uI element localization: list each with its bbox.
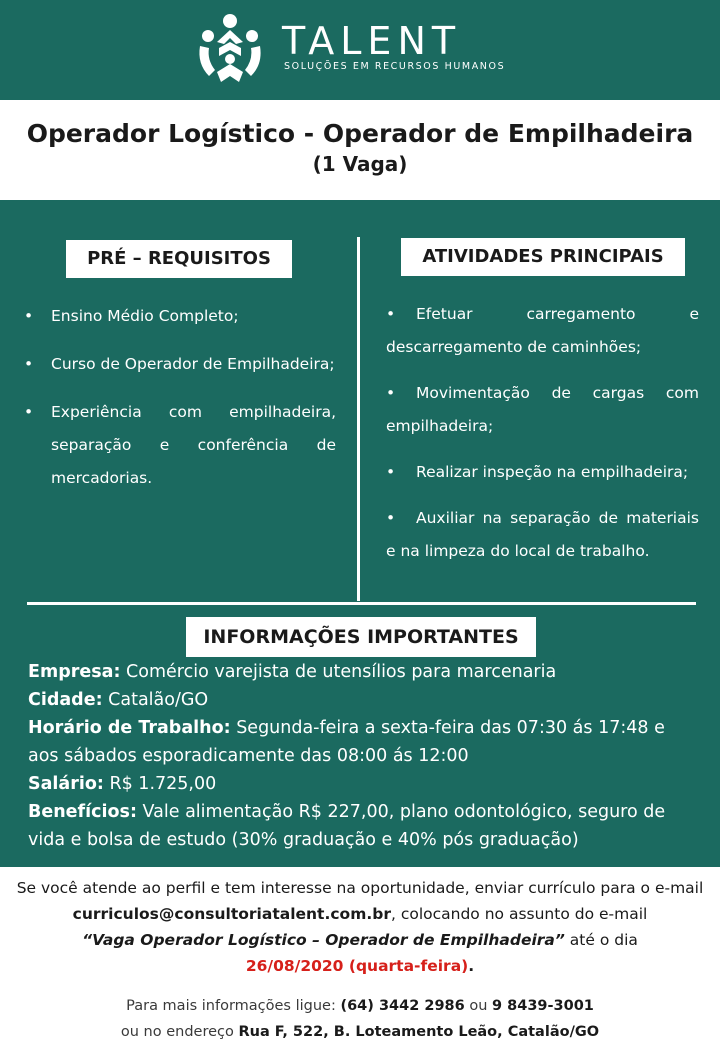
apply-end: . <box>468 957 475 975</box>
salary-row <box>28 770 698 798</box>
benefits-row <box>28 798 698 854</box>
bullet-icon: • <box>386 509 396 527</box>
hours-value: Segunda-feira a sexta-feira das 07:30 ás 17:48 e aos sábados esporadicamente das 08:00 ás 12:00 <box>28 718 665 766</box>
salary-value: R$ 1.725,00 <box>109 774 217 794</box>
company-row <box>28 658 698 686</box>
phone-text: Para mais informações ligue: <box>126 998 341 1014</box>
job-title: Operador Logístico - Operador de Empilhadeira <box>26 119 694 148</box>
bullet-icon: • <box>386 305 396 323</box>
bullet-icon: • <box>386 463 396 481</box>
salary-label: Salário: <box>28 774 104 794</box>
company-value: Comércio varejista de utensílios para marcenaria <box>126 662 557 682</box>
address-text: ou no endereço <box>120 1024 239 1040</box>
requirement-item: • Curso de Operador de Empilhadeira; <box>24 348 336 381</box>
activity-text: Auxiliar na separação de materiais e na limpeza do local de trabalho. <box>386 509 699 560</box>
activities-heading: ATIVIDADES PRINCIPAIS <box>401 238 685 276</box>
or-text: ou <box>464 998 492 1014</box>
deadline: 26/08/2020 (quarta-feira) <box>245 957 469 975</box>
info-heading: INFORMAÇÕES IMPORTANTES <box>186 617 536 657</box>
people-circle-logo-icon <box>195 12 265 84</box>
activities-list <box>386 298 699 581</box>
hours-row <box>28 714 698 770</box>
brand-name: TALENT <box>282 19 462 63</box>
requirement-item: • Experiência com empilhadeira, separação e conferência de mercadorias. <box>24 396 336 495</box>
contact-info <box>0 993 720 1045</box>
requirements-list <box>24 300 336 510</box>
address: Rua F, 522, B. Loteamento Leão, Catalão/GO <box>238 1024 600 1040</box>
job-vacancies: (1 Vaga) <box>312 152 408 176</box>
apply-instructions <box>0 867 720 979</box>
bullet-icon: • <box>386 384 396 402</box>
vertical-divider <box>357 237 360 601</box>
activity-item <box>386 456 699 489</box>
city-value: Catalão/GO <box>108 690 209 710</box>
benefits-value: Vale alimentação R$ 227,00, plano odontológico, seguro de vida e bolsa de estudo (30% graduação e 40% pós graduação) <box>28 802 666 850</box>
apply-text-2: , colocando no assunto do e-mail <box>390 905 648 923</box>
footer <box>0 867 720 1040</box>
main-section <box>0 200 720 867</box>
email-subject: “Vaga Operador Logístico – Operador de Empilhadeira” <box>82 931 565 949</box>
city-label: Cidade: <box>28 690 103 710</box>
hours-label: Horário de Trabalho: <box>28 718 231 738</box>
activity-item <box>386 502 699 568</box>
phone-1[interactable]: (64) 3442 2986 <box>340 998 465 1014</box>
activity-text: Realizar inspeção na empilhadeira; <box>416 463 689 481</box>
city-row <box>28 686 698 714</box>
requirements-heading: PRÉ – REQUISITOS <box>66 240 292 278</box>
apply-text-1: Se você atende ao perfil e tem interesse na oportunidade, enviar currículo para o e-mail <box>16 879 704 897</box>
activity-text: Efetuar carregamento e descarregamento de caminhões; <box>386 305 699 356</box>
brand-tagline: SOLUÇÕES EM RECURSOS HUMANOS <box>284 61 506 72</box>
header <box>0 0 720 100</box>
activity-item <box>386 298 699 364</box>
activity-text: Movimentação de cargas com empilhadeira; <box>386 384 699 435</box>
apply-text-3: até o dia <box>564 931 638 949</box>
horizontal-divider <box>27 602 696 605</box>
info-block <box>28 658 698 854</box>
title-band <box>0 100 720 200</box>
contact-email-link[interactable]: curriculos@consultoriatalent.com.br <box>72 905 391 923</box>
requirement-item: • Ensino Médio Completo; <box>24 300 336 333</box>
activity-item <box>386 377 699 443</box>
benefits-label: Benefícios: <box>28 802 137 822</box>
company-label: Empresa: <box>28 662 121 682</box>
phone-2[interactable]: 9 8439-3001 <box>492 998 594 1014</box>
